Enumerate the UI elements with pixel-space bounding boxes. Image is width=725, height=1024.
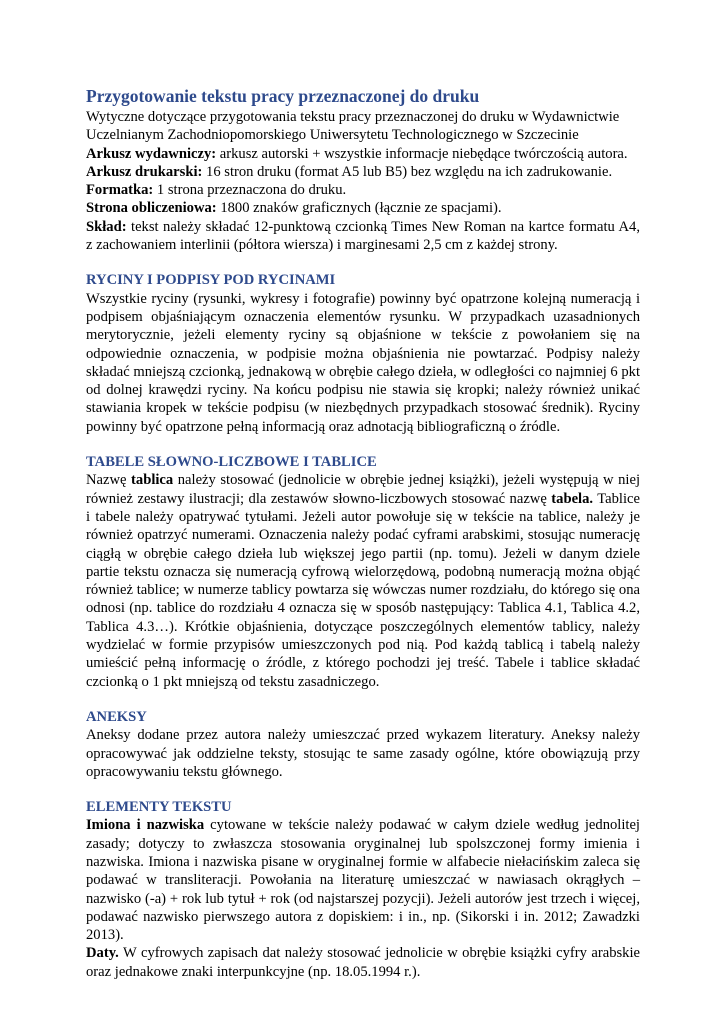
imiona-text: cytowane w tekście należy podawać w całym dziele według jednolitej zasady; dotyczy to zwłaszcza stosowania oryginalnej lub spolszczonej formy imienia i nazwiska. Imiona i nazwiska pisane w oryginalnej formie w alfabecie niełacińskim zaleca się podawać w transliteracji. Powołania na literaturę umieszczać w nawiasach okrągłych – nazwisko (-a) + rok lub tytuł + rok (od najstarszej pozycji). Jeżeli autorów jest trzech i więcej, podawać nazwisko pierwszego autora z dopiskiem: i in., np. (Sikorski i in. 2012; Zawadzki 2013).: [86, 817, 640, 944]
section-heading-ryciny: RYCINY I PODPISY POD RYCINAMI: [86, 272, 336, 289]
tabele-text-1: Nazwę: [86, 472, 132, 489]
section-heading-elementy: ELEMENTY TEKSTU: [86, 799, 232, 816]
definition-item: [86, 181, 640, 199]
definition-text: 1800 znaków graficznych (łącznie ze spacjami).: [216, 200, 502, 217]
section-heading-aneksy: ANEKSY: [86, 708, 147, 725]
daty-label: Daty.: [86, 945, 119, 962]
tabele-text-2: należy stosować (jednolicie w obrębie jednej książki), jeżeli występują w niej również zestawy ilustracji; dla zestawów słowno-liczbowych stosować nazwę: [86, 472, 640, 507]
section-body-ryciny: Wszystkie ryciny (rysunki, wykresy i fotografie) powinny być opatrzone kolejną numeracją i podpisem objaśniającym oznaczenia elementów rysunku. W przypadkach uzasadnionych merytorycznie, jeżeli elementy ryciny są objaśnione w tekście z powołaniem się na odpowiednie oznaczenia, w podpisie można objaśnienia nie powtarzać. Podpisy należy składać mniejszą czcionką, jednakową w obrębie całego dzieła, w odległości co najmniej 6 pkt od dolnej krawędzi ryciny. Na końcu podpisu nie stawia się kropki; należy również unikać stawiania kropek w tekście podpisu (w niezbędnych przypadkach stosować średnik). Ryciny powinny być opatrzone pełną informacją oraz adnotacją bibliograficzną o źródle.: [86, 290, 640, 435]
section-body-daty: [86, 944, 640, 981]
definition-item: [86, 163, 640, 181]
definition-text: 1 strona przeznaczona do druku.: [153, 182, 347, 199]
document-content: [86, 86, 640, 981]
definition-label: Arkusz drukarski:: [86, 163, 203, 180]
section-body-tabele: [86, 471, 640, 691]
definition-label: Arkusz wydawniczy:: [86, 145, 217, 162]
section-heading-tabele: TABELE SŁOWNO-LICZBOWE I TABLICE: [86, 454, 377, 471]
document-title: Przygotowanie tekstu pracy przeznaczonej do druku: [86, 86, 480, 106]
definition-text: 16 stron druku (format A5 lub B5) bez względu na ich zadrukowanie.: [202, 163, 613, 180]
definition-text: arkusz autorski + wszystkie informacje niebędące twórczością autora.: [216, 145, 628, 162]
intro-paragraph: Wytyczne dotyczące przygotowania tekstu pracy przeznaczonej do druku w Wydawnictwie Uczelnianym Zachodniopomorskiego Uniwersytetu Technologicznego w Szczecinie: [86, 109, 620, 144]
definition-item: [86, 145, 640, 163]
tabele-term-tablica: tablica: [131, 472, 174, 489]
section-body-imiona: [86, 816, 640, 944]
daty-text: W cyfrowych zapisach dat należy stosować jednolicie w obrębie książki cyfry arabskie oraz jednakowe znaki interpunkcyjne (np. 18.05.1994 r.).: [86, 945, 640, 980]
definition-label: Strona obliczeniowa:: [86, 200, 217, 217]
tabele-text-3: Tablice i tabele należy opatrywać tytułami. Jeżeli autor powołuje się w tekście na tablice, należy je również opatrzyć numerami. Oznaczenia należy podać cyframi arabskimi, stosując numerację ciągłą w obrębie całego dzieła lub większej jego partii (np. tomu). Jeżeli w danym dziele partie tekstu oznacza się numeracją cyfrową wielorzędową, podobną numeracją można objąć również tablice; w numerze tablicy powtarza się wówczas numer rozdziału, do którego się ona odnosi (np. tablice do rozdziału 4 oznacza się w sposób następujący: Tablica 4.1, Tablica 4.2, Tablica 4.3…). Krótkie objaśnienia, dotyczące poszczególnych elementów tablicy, należy wydzielać w formie przypisów umieszczonych pod nią. Pod każdą tablicą i tabelą należy umieścić pełną informację o źródle, z którego pochodzi jej treść. Tabele i tablice składać czcionką o 1 pkt mniejszą od tekstu zasadniczego.: [86, 490, 640, 690]
definition-item: [86, 199, 640, 217]
definition-item: [86, 218, 640, 255]
definition-label: Formatka:: [86, 182, 154, 199]
definition-text: tekst należy składać 12-punktową czcionką Times New Roman na kartce formatu A4, z zachowaniem interlinii (półtora wiersza) i marginesami 2,5 cm z każdej strony.: [86, 218, 640, 254]
definition-label: Skład:: [86, 218, 127, 235]
section-body-aneksy: Aneksy dodane przez autora należy umieszczać przed wykazem literatury. Aneksy należy opracowywać jak oddzielne teksty, stosując te same zasady ogólne, które obowiązują przy opracowywaniu tekstu głównego.: [86, 727, 640, 780]
tabele-term-tabela: tabela.: [551, 490, 594, 507]
imiona-label: Imiona i nazwiska: [86, 817, 205, 834]
definitions-list: [86, 145, 640, 255]
